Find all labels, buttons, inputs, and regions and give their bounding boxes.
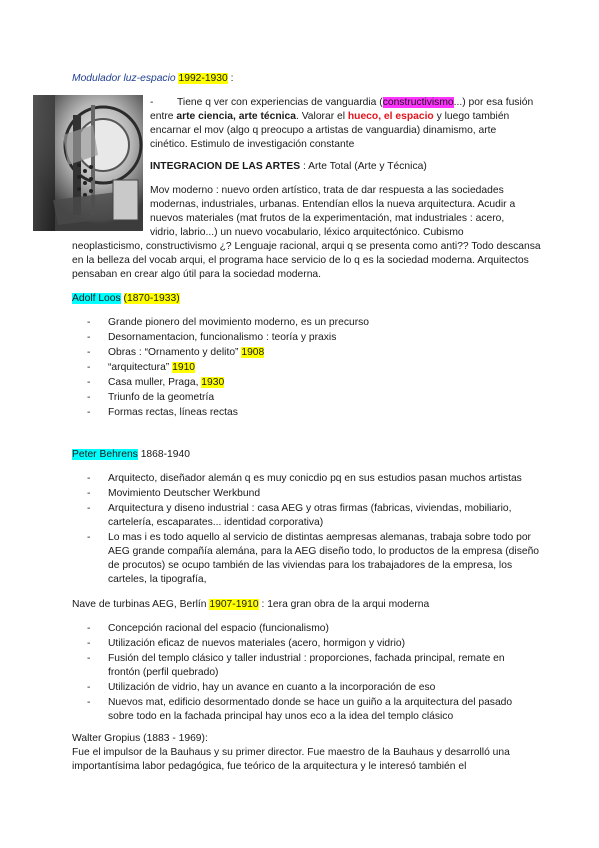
nave-pre: Nave de turbinas AEG, Berlín (72, 599, 210, 610)
year-highlight: 1910 (172, 362, 196, 373)
paragraph-line-6: en la belleza del vocab arqui, el programa hace servicio de lo q es la sociedad moderna. Arquitectos (72, 255, 529, 266)
nave-heading (72, 598, 429, 612)
intro-line-2-text: entre (150, 111, 177, 122)
gropius-line-2: importantísima labor pedagógica, fue teórico de la arquitectura y le interesó también el (72, 761, 467, 772)
integracion-heading (150, 160, 427, 174)
intro-line-2-end: y luego también (433, 111, 510, 122)
integracion-bold: INTEGRACION DE LAS ARTES (150, 161, 301, 172)
gropius-line-1: Fue el impulsor de la Bauhaus y su primer director. Fue maestro de la Bauhaus y desarrolló una (72, 747, 510, 758)
integracion-rest: : Arte Total (Arte y Técnica) (300, 161, 427, 172)
title-years: 1992-1930 (178, 73, 228, 84)
intro-line-1 (177, 96, 533, 110)
intro-line-3: encarnar el mov (algo q preocupo a artistas de vanguardia) dinamismo, arte (150, 125, 497, 136)
gropius-heading: Walter Gropius (1883 - 1969): (72, 733, 208, 744)
paragraph-line-7: pensaban en crear algo útil para la sociedad moderna. (72, 269, 322, 280)
section-title (72, 72, 233, 86)
behrens-name: Peter Behrens (72, 449, 138, 460)
behrens-heading (72, 448, 190, 462)
arte-ciencia-bold: arte ciencia, arte técnica (176, 111, 296, 122)
paragraph-line-5: neoplasticismo, constructivismo ¿? Lenguaje racional, arqui q se presenta como anti?? Todo descansa (72, 241, 541, 252)
intro-line-1-text: Tiene q ver con experiencias de vanguardia ( (177, 97, 383, 108)
modulador-photo (33, 95, 143, 231)
title-text: Modulador luz-espacio (72, 73, 176, 84)
behrens-years: 1868-1940 (137, 449, 190, 460)
year-highlight: 1930 (201, 377, 225, 388)
sculpture-image (33, 95, 143, 231)
year-highlight: 1908 (241, 347, 265, 358)
loos-heading (72, 292, 180, 306)
loos-years: (1870-1933) (123, 293, 180, 304)
nave-years: 1907-1910 (209, 599, 259, 610)
intro-line-4: cinético. Estimulo de investigación constante (150, 139, 355, 150)
document-page: Modulador luz-espacio 1992-1930 : - Tiene q ver con experiencias de vanguardia (constructivismo...) por esa fusión entre arte ciencia, arte técnica. Valorar el hueco, el espacio y luego también encarnar el mov (algo q preocupo a artistas de vanguardia) dinamismo, arte cinético. Estimulo de investigación constante INTEGRACION DE LAS ARTES : Arte Total (Arte y Técnica) Mov moderno : nuevo orden artístico, trata de dar respuesta a las sociedades modernas, industriales, urbanas. Entendían ellos la nueva arquitectura. Acudir a nuevos materiales (mat frutos de la experimentación, mat industriales : acero, vidrio, labrio...) un nuevo vocabulario, léxico arquitectónico. Cubismo neoplasticismo, constructivismo ¿? Lenguaje racional, arqui q se presenta como anti?? Todo descansa en la belleza del vocab arqui, el programa hace servicio de lo q es la sociedad moderna. Arquitectos pensaban en crear algo útil para la sociedad moderna. Adolf Loos (1870-1933) - Grande pionero del movimiento moderno, es un precurso - Desornamentacion, funcionalismo : teoría y praxis - Obras : “Ornamento y delito” 1908 - “arquitectura” 1910 - Casa muller, Praga, 1930 - Triunfo de la geometría - Formas rectas, líneas rectas Peter Behrens 1868-1940 - Arquitecto, diseñador alemán q es muy conicdio pq en sus estudios pasan muchos artistas - Movimiento Deutscher Werkbund - Arquitectura y diseno industrial : casa AEG y otras firmas (fabricas, viviendas, mobiliario, cartelería, escaparates... identidad corporativa) - Lo mas i es todo aquello al servicio de distintas aempresas alemanas, trabaja sobre todo por AEG grande compañía alemána, para la AEG diseño todo, lo productos de la empresa (diseño de procutos) se ocupo también de las viviendas para los trabajadores de la empresa, los carteles, la tipografía, Nave de turbinas AEG, Berlín 1907-1910 : 1era gran obra de la arqui moderna - Concepción racional del espacio (funcionalismo) - Utilización eficaz de nuevos materiales (acero, hormigon y vidrio) - Fusión del templo clásico y taller industrial : proporciones, fachada principal, remate en frontón (perfil quebrado) - Utilización de vidrio, hay un avance en cuanto a la incorporación de eso - Nuevos mat, edificio desormentado donde se hace un guiño a la arquitectura del pasado sobre todo en la fachada principal hay unos eco a la idea del templo clásico Walter Gropius (1883 - 1969): Fue el impulsor de la Bauhaus y su primer director. Fue maestro de la Bauhaus y desarrolló una importantísima labor pedagógica, fue teórico de la arquitectura y le interesó también el (0, 0, 599, 848)
paragraph-line-3: nuevos materiales (mat frutos de la experimentación, mat industriales : acero, (150, 213, 505, 224)
intro-dash: - (150, 97, 154, 108)
paragraph-line-1: Mov moderno : nuevo orden artístico, trata de dar respuesta a las sociedades (150, 185, 504, 196)
nave-post: : 1era gran obra de la arqui moderna (258, 599, 430, 610)
constructivismo-highlight: constructivismo (382, 97, 454, 108)
hueco-espacio-red: hueco, el espacio (347, 111, 434, 122)
title-colon: : (227, 73, 234, 84)
paragraph-line-2: modernas, industriales, urbanas. Entendían ellos la nueva arquitectura. Acudir a (150, 199, 516, 210)
intro-line-2-mid: . Valorar el (295, 111, 348, 122)
intro-line-2 (150, 110, 509, 124)
loos-name: Adolf Loos (72, 293, 121, 304)
intro-line-1-end: ...) por esa fusión (453, 97, 534, 108)
paragraph-line-4: vidrio, labrio...) un nuevo vocabulario, léxico arquitectónico. Cubismo (150, 227, 464, 238)
